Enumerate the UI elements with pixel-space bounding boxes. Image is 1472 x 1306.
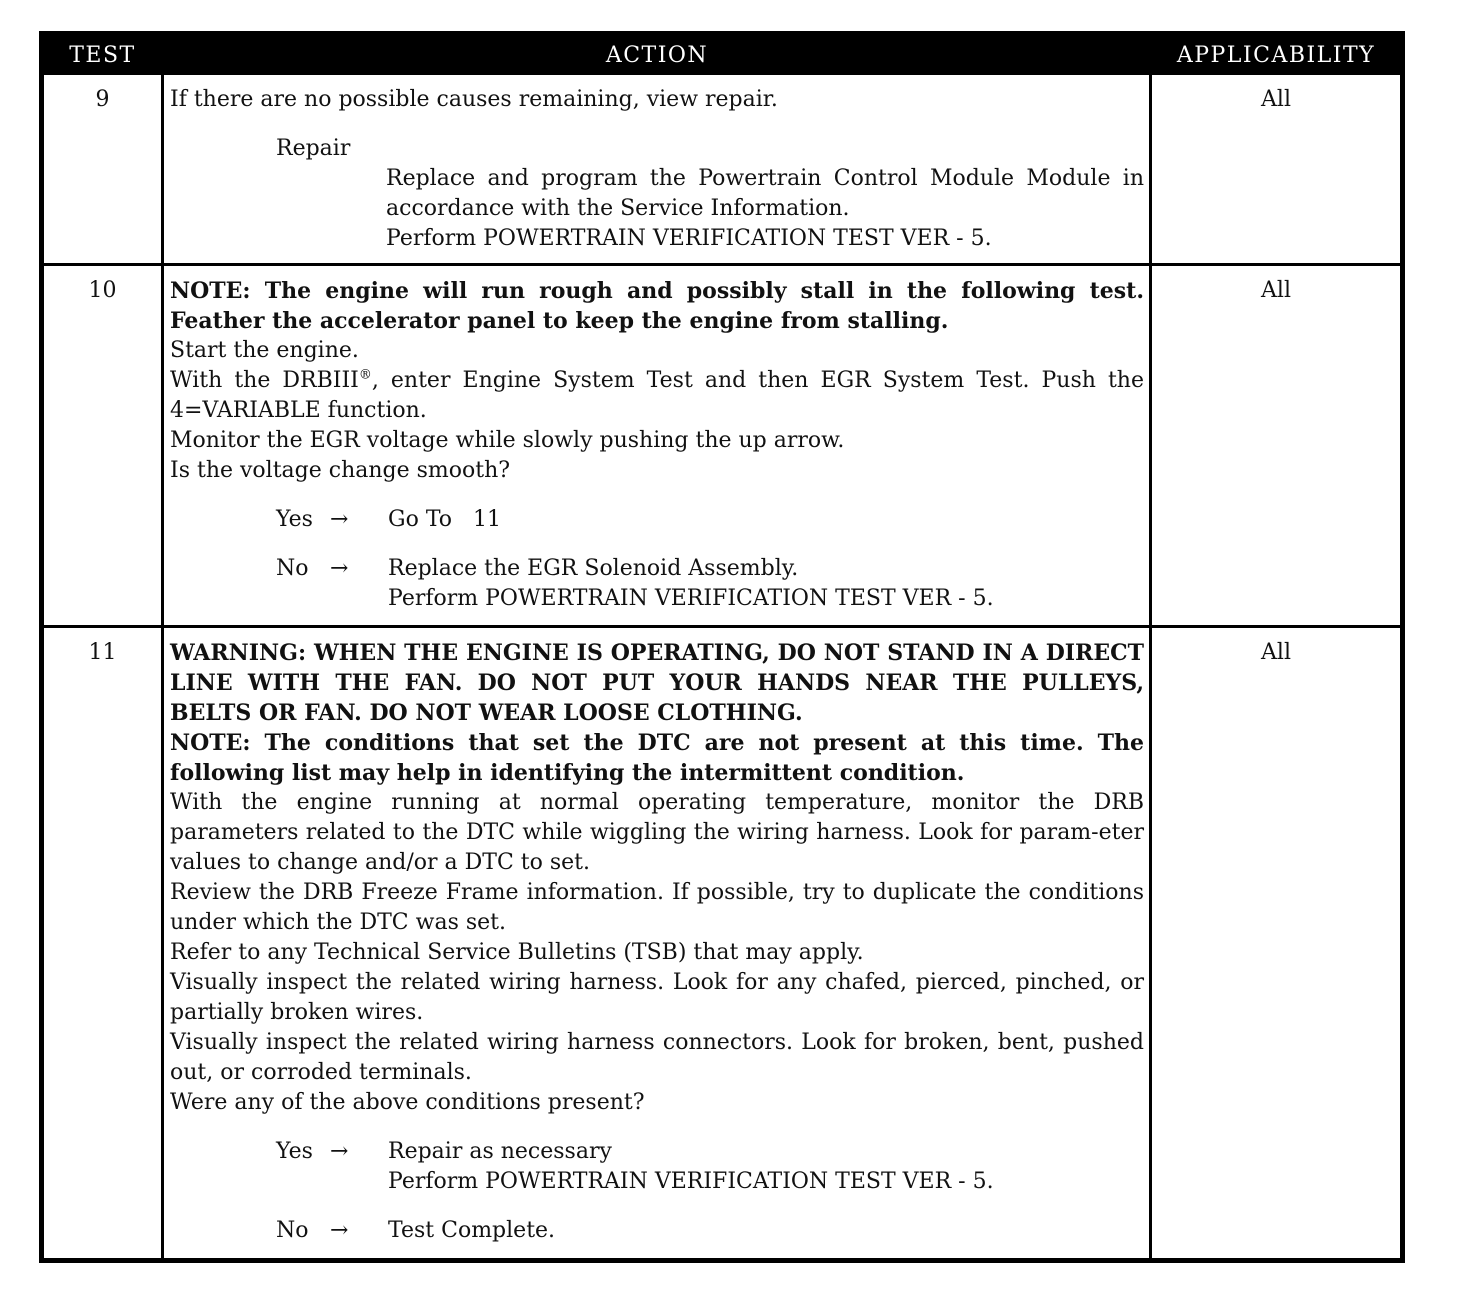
column-divider [1149,75,1152,1263]
action-cell [170,638,1144,1246]
branch-result: Replace the EGR Solenoid Assembly. [388,556,799,581]
branch-label: Yes [276,1139,313,1164]
action-text: Refer to any Technical Service Bulletins (TSB) that may apply. [170,940,864,965]
diagnostic-test-table [39,31,1405,1263]
action-cell [170,85,1144,254]
branch-no [276,554,1144,614]
test-number: 10 [88,278,117,303]
action-text: Start the engine. [170,338,359,363]
arrow-icon: → [330,507,349,532]
arrow-icon: → [330,556,349,581]
action-text: With the engine running at normal operating temperature, monitor the DRB parameters related to the DTC while wiggling the wiring harness. Look for param-eter values to change and/or a DTC to set. [170,790,1144,875]
repair-label: Repair [276,136,351,161]
note-text: NOTE: The conditions that set the DTC are not present at this time. The following list may help in identifying the intermittent condition. [170,730,1144,786]
action-text: If there are no possible causes remaining, view repair. [170,87,778,112]
column-divider [161,75,164,1263]
branch-label: No [276,556,309,581]
branch-yes [276,1137,1144,1197]
table-header [44,36,1400,75]
action-cell [170,276,1144,614]
branch-result: Go To 11 [388,507,501,532]
branch-label: No [276,1218,309,1243]
action-text: Were any of the above conditions present? [170,1090,645,1115]
branch-result: Perform POWERTRAIN VERIFICATION TEST VER - 5. [388,586,994,611]
branch-result: Test Complete. [388,1218,556,1243]
action-text: Visually inspect the related wiring harness. Look for any chafed, pierced, pinched, or partially broken wires. [170,970,1144,1025]
branch-label: Yes [276,507,313,532]
test-number: 9 [95,87,110,112]
applicability-value: All [1261,87,1291,112]
arrow-icon: → [330,1218,349,1243]
note-text: NOTE: The engine will run rough and possibly stall in the following test. Feather the accelerator panel to keep the engine from stalling. [170,278,1144,334]
branch-result: Repair as necessary [388,1139,612,1164]
action-text: Monitor the EGR voltage while slowly pushing the up arrow. [170,428,845,453]
header-applicability: APPLICABILITY [1176,43,1376,68]
action-text: Visually inspect the related wiring harness connectors. Look for broken, bent, pushed out, or corroded terminals. [170,1030,1144,1085]
test-number: 11 [88,640,117,665]
row-divider [44,263,1400,266]
action-text: Is the voltage change smooth? [170,458,511,483]
applicability-value: All [1261,640,1291,665]
arrow-icon: → [330,1139,349,1164]
action-text: Review the DRB Freeze Frame information. If possible, try to duplicate the conditions under which the DTC was set. [170,880,1144,935]
branch-no [276,1216,1144,1246]
applicability-value: All [1261,278,1291,303]
warning-text: WARNING: WHEN THE ENGINE IS OPERATING, DO NOT STAND IN A DIRECT LINE WITH THE FAN. DO NOT PUT YOUR HANDS NEAR THE PULLEYS, BELTS OR FAN. DO NOT WEAR LOOSE CLOTHING. [170,640,1144,726]
branch-result: Perform POWERTRAIN VERIFICATION TEST VER - 5. [388,1169,994,1194]
header-test: TEST [69,43,136,68]
action-text: With the DRBIII®, enter Engine System Test and then EGR System Test. Push the 4=VARIABLE function. [170,367,1145,423]
header-action: ACTION [605,43,709,68]
row-divider [44,625,1400,628]
repair-text: Replace and program the Powertrain Control Module Module in accordance with the Service Information. [386,166,1144,221]
branch-yes [276,505,1144,535]
repair-text: Perform POWERTRAIN VERIFICATION TEST VER - 5. [386,226,992,251]
